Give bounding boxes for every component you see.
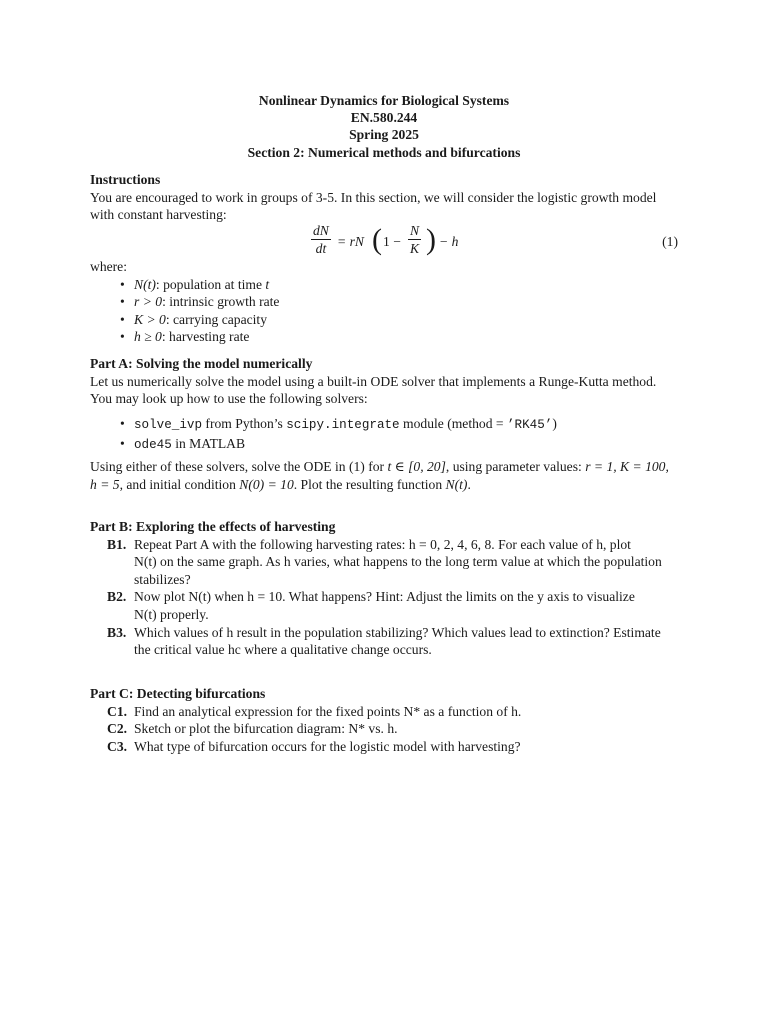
part-a-instructions [90,458,678,493]
course-code: EN.580.244 [350,110,418,126]
equation-number: (1) [662,234,678,249]
list-item: • solve_ivp from Python’s scipy.integrate module (method = ’RK45’) [120,416,557,432]
part-c-questions [90,703,678,756]
part-a-text-line2: You may look up how to use the following solvers: [90,391,368,407]
part-a-para-line1: Using either of these solvers, solve the ODE in (1) for t ∈ [0, 20], using parameter values: r = 1, K = 100, [90,459,669,474]
part-a-para-line2: h = 5, and initial condition N(0) = 10. Plot the resulting function N(t). [90,476,471,492]
left-paren: ( [372,223,382,256]
where-block [90,258,678,346]
part-a-text-line1: Let us numerically solve the model using a built-in ODE solver that implements a Runge-Kutta method. [90,373,657,389]
where-label: where: [90,259,127,274]
term: Spring 2025 [349,127,419,143]
list-item: • K > 0: carrying capacity [120,311,267,327]
list-item: • ode45 in MATLAB [120,435,246,452]
question-c1: C1. Find an analytical expression for the fixed points N* as a function of h. [107,703,522,719]
solver-list [90,415,678,454]
list-item: • N(t): population at time t [120,276,270,292]
question-c2: C2. Sketch or plot the bifurcation diagram: N* vs. h. [107,721,398,737]
instructions-text-line2: with constant harvesting: [90,207,227,223]
equation-rN: = rN [337,234,364,249]
part-c-section [90,685,678,755]
part-a-section [90,355,678,408]
right-paren: ) [426,223,436,256]
question-b2: B2. Now plot N(t) when h = 10. What happens? Hint: Adjust the limits on the y axis to visualize N(t) properly. [107,589,635,622]
logistic-equation [90,222,678,262]
document-title-block [0,92,768,161]
instructions-heading: Instructions [90,172,161,187]
equation-one-minus: 1 − [383,234,401,249]
instructions-section [90,171,678,224]
part-b-section [90,518,678,659]
question-b3: B3. Which values of h result in the population stabilizing? Which values lead to extinction? Estimate the critical value hc where a qualitative change occurs. [107,624,661,658]
list-item: • h ≥ 0: harvesting rate [120,329,250,345]
part-c-heading: Part C: Detecting bifurcations [90,686,266,701]
section-title: Section 2: Numerical methods and bifurcations [247,144,521,160]
course-title: Nonlinear Dynamics for Biological Systems [258,93,510,108]
part-b-heading: Part B: Exploring the effects of harvesting [90,519,336,534]
solver-list-block [90,415,678,454]
question-b1: B1. Repeat Part A with the following harvesting rates: h = 0, 2, 4, 6, 8. For each value of h, plot N(t) on the same graph. As h varies, what happens to the long term value at which the population stabilizes? [107,536,662,587]
equation-minus-h: − h [439,234,459,249]
parameter-list [90,276,678,346]
derivative-fraction: $\frac{dN}{dt}$ [313,223,329,256]
instructions-text-line1: You are encouraged to work in groups of 3-5. In this section, we will consider the logistic growth model [90,189,657,205]
part-b-questions [90,536,678,659]
part-a-heading: Part A: Solving the model numerically [90,356,313,371]
list-item: • r > 0: intrinsic growth rate [120,294,280,310]
question-c3: C3. What type of bifurcation occurs for the logistic model with harvesting? [107,738,521,754]
n-over-k-fraction: $\frac{N}{K}$ [410,223,420,256]
